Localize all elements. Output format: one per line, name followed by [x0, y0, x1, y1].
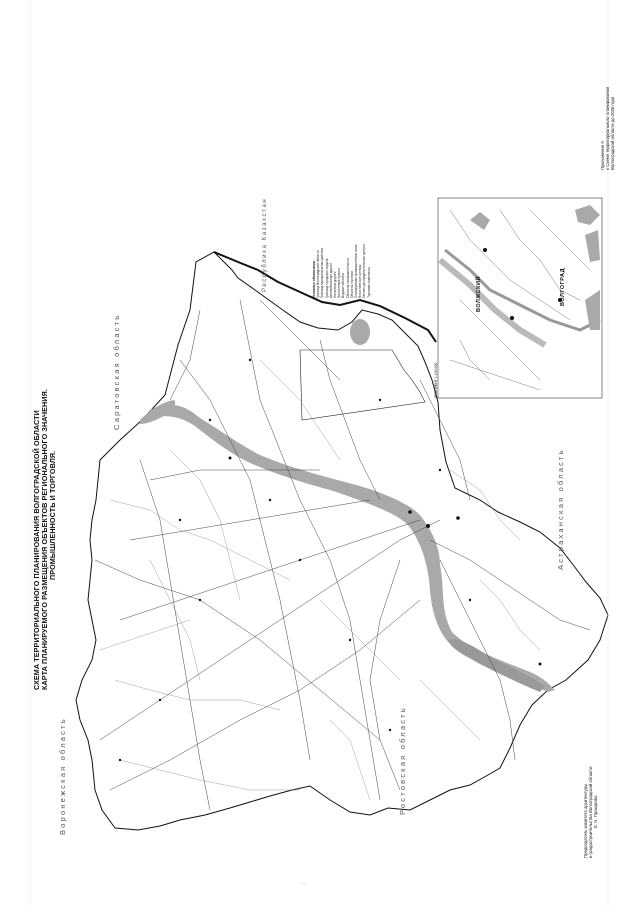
signature-line: Председатель комитета архитектуры: [583, 783, 588, 858]
legend-item: Водные объекты: [341, 273, 346, 298]
legend-item: Логистические центры: [358, 264, 363, 298]
label-saratov-region: Саратовская область: [112, 313, 121, 430]
title-line-3: ПРОМЫШЛЕННОСТЬ И ТОРГОВЛЯ.: [48, 450, 58, 580]
legend-item: Железные дороги: [333, 271, 338, 298]
legend-item: Граница муниципальных районов: [320, 248, 325, 298]
signature-name: Е. Н. Прохорова: [593, 795, 599, 828]
legend-item: Объекты промышленности: [345, 257, 350, 298]
appendix-line: Волгоградской области до 2030 года: [610, 96, 616, 170]
inset-frame: [438, 198, 602, 398]
inset-label-volzhsky: ВОЛЖСКИЙ: [476, 276, 482, 312]
legend-item: Оптово-распределительные центры: [362, 244, 367, 298]
label-voronezh-region: Воронежская область: [58, 717, 67, 835]
legend-item: Торговые комплексы: [366, 267, 371, 298]
label-astrakhan-region: Астраханская область: [556, 448, 565, 570]
map-title: [33, 389, 58, 690]
map-legend: [312, 244, 371, 298]
signature-line: и градостроительства Волгоградской области: [588, 766, 594, 858]
inset-label-volgograd: ВОЛГОГРАД: [560, 267, 566, 306]
footer-mark: .....: [300, 880, 307, 886]
legend-item: Граница городских округов: [324, 258, 329, 298]
legend-item: Планируемые промышленные зоны: [354, 244, 359, 298]
legend-item: Автомобильные дороги: [328, 263, 333, 298]
label-kazakhstan: Республика Казахстан: [262, 197, 268, 292]
inset-scale: ФРАГМЕНТ 1:100 000: [434, 362, 438, 398]
appendix-note: [600, 87, 616, 170]
title-line-1: СХЕМА ТЕРРИТОРИАЛЬНОГО ПЛАНИРОВАНИЯ ВОЛГОГРАДСКОЙ ОБЛАСТИ: [32, 410, 41, 690]
title-line-2: КАРТА ПЛАНИРУЕМОГО РАЗМЕЩЕНИЯ ОБЪЕКТОВ РЕГИОНАЛЬНОГО ЗНАЧЕНИЯ.: [40, 389, 50, 690]
appendix-line: Приложение 9: [600, 141, 605, 170]
legend-item: Граница Волгоградской области: [316, 250, 321, 298]
signature-block: [583, 767, 599, 859]
legend-item: Населенные пункты: [337, 268, 342, 298]
legend-item: Объекты торговли: [349, 270, 354, 298]
legend-title: Условные обозначения: [312, 260, 316, 298]
label-rostov-region: Ростовская область: [398, 706, 407, 815]
appendix-line: к Схеме территориального планирования: [605, 86, 611, 170]
